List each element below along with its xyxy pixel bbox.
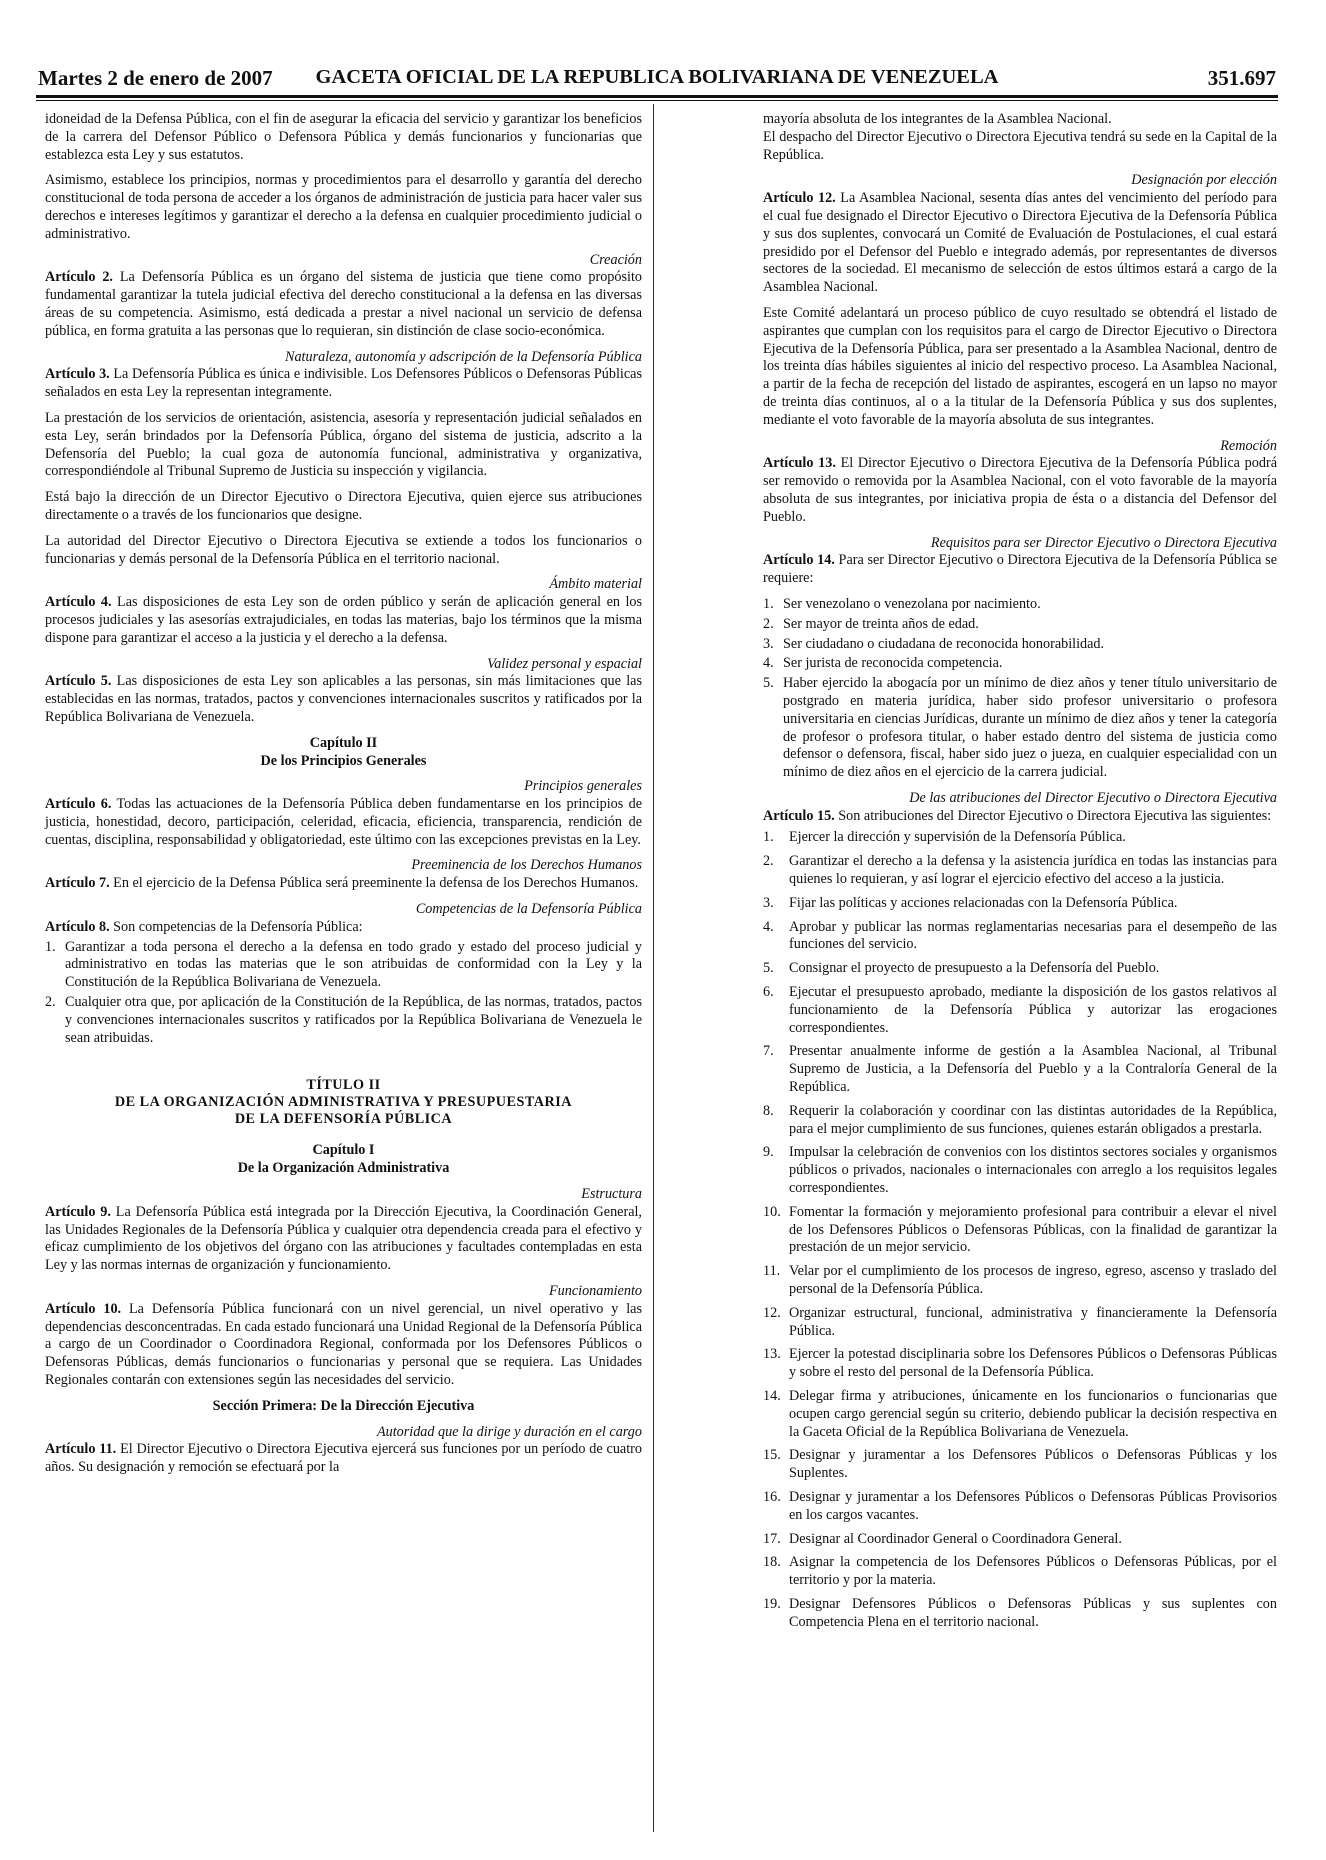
chapter-heading: Capítulo II De los Principios Generales bbox=[260, 734, 427, 769]
list-item: 13. Ejercer la potestad disciplinaria sobre los Defensores Públicos o Defensoras Públicas y sobre el resto del personal de la Defensoría Pública. bbox=[763, 1346, 1277, 1381]
section-heading: Requisitos para ser Director Ejecutivo o Directora Ejecutiva bbox=[930, 534, 1277, 551]
right-column bbox=[763, 111, 1277, 1640]
list-item: 12. Organizar estructural, funcional, administrativa y financieramente la Defensoría Pública. bbox=[763, 1304, 1277, 1339]
header-rule-thin bbox=[36, 100, 1278, 101]
list-item: 11. Velar por el cumplimiento de los procesos de ingreso, egreso, ascenso y traslado del personal de la Defensoría Pública. bbox=[763, 1263, 1277, 1298]
article-10: Artículo 10. La Defensoría Pública funcionará con un nivel gerencial, un nivel operativo y las dependencias desconcentradas. En cada estado funcionará una Unidad Regional de la Defensoría Pública a cargo de un Coordinador o Coordinadora Regional, conformada por los Defensores Públicos o Defensoras Públicas, demás funcionarios o funcionarias y personal que se requiera. Las Unidades Regionales contarán con extensiones según las necesidades del servicio. bbox=[45, 1300, 642, 1389]
article-5: Artículo 5. Las disposiciones de esta Ley son aplicables a las personas, sin más limitaciones que las establecidas en las normas, tratados, pactos y convenciones internacionales suscritos y ratificados por la República Bolivariana de Venezuela. bbox=[45, 673, 642, 725]
section-heading: Estructura bbox=[581, 1186, 642, 1203]
list-item: 6. Ejecutar el presupuesto aprobado, mediante la disposición de los gastos relativos al funcionamiento de la Defensoría Pública y autorizar las erogaciones correspondientes. bbox=[763, 984, 1277, 1036]
paragraph: Asimismo, establece los principios, normas y procedimientos para el desarrollo y garantía del derecho constitucional de toda persona de acceder a los órganos de administración de justicia para hacer valer sus derechos e intereses legítimos y garantizar el derecho a la defensa en cualquier procedimiento judicial o administrativo. bbox=[45, 172, 642, 242]
list-item: 2. Ser mayor de treinta años de edad. bbox=[763, 615, 979, 632]
article-3: Artículo 3. La Defensoría Pública es única e indivisible. Los Defensores Públicos o Defensoras Públicas señalados en esta Ley la representan integramente. bbox=[45, 366, 642, 401]
list-item: 14. Delegar firma y atribuciones, únicamente en los funcionarios o funcionarias que ocupen cargo gerencial según su criterio, debiendo publicar la decisión respectiva en la Gaceta Oficial de la República Bolivariana de Venezuela. bbox=[763, 1388, 1277, 1440]
paragraph: La autoridad del Director Ejecutivo o Directora Ejecutiva se extiende a todos los funcionarios o funcionarias y demás personal de la Defensoría Pública en el territorio nacional. bbox=[45, 532, 642, 567]
list-item: 10. Fomentar la formación y mejoramiento profesional para contribuir a elevar el nivel de los Defensores Públicos o Defensoras Públicas, con la finalidad de garantizar la prestación de un mejor servicio. bbox=[763, 1203, 1277, 1256]
section-heading: Validez personal y espacial bbox=[487, 655, 642, 672]
article-4: Artículo 4. Las disposiciones de esta Ley son de orden público y serán de aplicación general en los procesos judiciales y las asesorías extrajudiciales, en todas las materias, bajo los términos que la misma dispone para garantizar el acceso a la justicia y el derecho a la defensa. bbox=[45, 594, 642, 646]
title-heading: TÍTULO II DE LA ORGANIZACIÓN ADMINISTRATIVA Y PRESUPUESTARIA DE LA DEFENSORÍA PÚBLICA bbox=[114, 1077, 573, 1128]
article-2: Artículo 2. La Defensoría Pública es un órgano del sistema de justicia que tiene como propósito fundamental garantizar la tutela judicial efectiva del derecho constitucional a la defensa en las diversas áreas de su competencia. Asimismo, está dedicada a prestar a nivel nacional un servicio de defensa pública, en forma gratuita a las personas que lo requieran, sin distinción de clase socio-económica. bbox=[45, 269, 642, 339]
article-8: Artículo 8. Son competencias de la Defensoría Pública: bbox=[45, 918, 363, 935]
article-7: Artículo 7. En el ejercicio de la Defensa Pública será preeminente la defensa de los Derechos Humanos. bbox=[45, 875, 639, 892]
article-13: Artículo 13. El Director Ejecutivo o Directora Ejecutiva de la Defensoría Pública podrá ser removido o removida por la Asamblea Nacional, con el voto favorable de la mayoría absoluta de sus integrantes, por iniciativa propia de ésta o a distancia del Defensor del Pueblo. bbox=[763, 455, 1277, 525]
article-14-list bbox=[763, 596, 1277, 782]
list-item: 5. Consignar el proyecto de presupuesto a la Defensoría del Pueblo. bbox=[763, 960, 1160, 977]
section-heading: Competencias de la Defensoría Pública bbox=[415, 901, 642, 918]
list-item: 18. Asignar la competencia de los Defensores Públicos o Defensoras Públicas, por el territorio y por la materia. bbox=[763, 1554, 1277, 1589]
article-9: Artículo 9. La Defensoría Pública está integrada por la Dirección Ejecutiva, la Coordinación General, las Unidades Regionales de la Defensoría Pública y cualquier otra dependencia creada para el efectivo y eficaz cumplimiento de los objetivos del órgano con las atribuciones y facultades contempladas en esta Ley y las normas internas de organización y funcionamiento. bbox=[45, 1203, 642, 1274]
list-item: 1. Ejercer la dirección y supervisión de la Defensoría Pública. bbox=[763, 829, 1126, 846]
list-item: 7. Presentar anualmente informe de gestión a la Asamblea Nacional, al Tribunal Supremo de Justicia, a la Defensoría del Pueblo y a la Contraloría General de la República. bbox=[763, 1043, 1277, 1096]
article-11: Artículo 11. El Director Ejecutivo o Directora Ejecutiva ejercerá sus funciones por un período de cuatro años. Su designación y remoción se efectuará por la bbox=[45, 1441, 642, 1476]
paragraph: La prestación de los servicios de orientación, asistencia, asesoría y representación judicial señalados en esta Ley, serán brindados por la Defensoría Pública, órgano del sistema de justicia, adscrito a la Defensoría del Pueblo; la cual goza de autonomía funcional, administrativa y organizativa, correspondiéndole al Tribunal Supremo de Justicia su inspección y vigilancia. bbox=[45, 409, 642, 480]
left-column bbox=[45, 111, 642, 1485]
article-8-list bbox=[45, 939, 642, 1048]
paragraph: Este Comité adelantará un proceso público de cuyo resultado se obtendrá el listado de aspirantes que cumplan con los requisitos para el cargo de Director Ejecutivo o Directora Ejecutiva de la Defensoría Pública, para ser presentado a la Asamblea Nacional, dentro de los treinta días hábiles siguientes al inicio del respectivo proceso. La Asamblea Nacional, a partir de la fecha de recepción del listado de aspirantes, escogerá en un lapso no mayor de treinta días continuos, al o a la titular de la Defensoría Pública y sus dos suplentes, mediante el voto favorable de la mayoría absoluta de sus integrantes. bbox=[763, 304, 1277, 428]
paragraph: El despacho del Director Ejecutivo o Directora Ejecutiva tendrá su sede en la Capital de la República. bbox=[763, 128, 1277, 163]
section-heading: Preeminencia de los Derechos Humanos bbox=[411, 857, 642, 874]
header-date: Martes 2 de enero de 2007 bbox=[38, 66, 273, 90]
chapter-heading: Capítulo I De la Organización Administrativa bbox=[237, 1142, 450, 1177]
section-heading: Principios generales bbox=[524, 778, 642, 795]
paragraph: mayoría absoluta de los integrantes de la Asamblea Nacional. bbox=[763, 111, 1112, 127]
article-12: Artículo 12. La Asamblea Nacional, sesenta días antes del vencimiento del período para el cual fue designado el Director Ejecutivo o Directora Ejecutiva de la Defensoría Pública y sus dos suplentes, convocará un Comité de Evaluación de Postulaciones, el cual estará presidido por el Defensor del Pueblo e integrado además, por representantes de diversos sectores de la sociedad. El mecanismo de selección de estos últimos estará a cargo de la Asamblea Nacional. bbox=[763, 190, 1278, 296]
section-heading: Creación bbox=[589, 251, 642, 268]
list-item: 19. Designar Defensores Públicos o Defensoras Públicas y sus suplentes con Competencia Plena en el territorio nacional. bbox=[763, 1595, 1277, 1630]
list-item: 8. Requerir la colaboración y coordinar con las distintas autoridades de la República, para el mejor cumplimiento de sus funciones, quienes estarán obligados a prestarla. bbox=[763, 1102, 1277, 1137]
section-heading: Autoridad que la dirige y duración en el cargo bbox=[376, 1423, 642, 1440]
list-item: 4. Ser jurista de reconocida competencia. bbox=[763, 655, 1003, 672]
list-item: 3. Fijar las políticas y acciones relacionadas con la Defensoría Pública. bbox=[763, 894, 1178, 911]
section-heading: Remoción bbox=[1220, 437, 1277, 454]
list-item: 2. Garantizar el derecho a la defensa y la asistencia jurídica en todas las instancias para quienes lo requieran, y así lograr el ejercicio efectivo del acceso a la justicia. bbox=[763, 853, 1277, 888]
section-title: Sección Primera: De la Dirección Ejecutiva bbox=[212, 1397, 475, 1414]
article-15: Artículo 15. Son atribuciones del Director Ejecutivo o Directora Ejecutiva las siguientes: bbox=[763, 807, 1272, 824]
header-page-number: 351.697 bbox=[1207, 66, 1276, 90]
article-15-list bbox=[763, 829, 1277, 1631]
list-item: 16. Designar y juramentar a los Defensores Públicos o Defensoras Públicas Provisorios en los cargos vacantes. bbox=[763, 1488, 1277, 1523]
list-item: 15. Designar y juramentar a los Defensores Públicos o Defensoras Públicas y los Suplentes. bbox=[763, 1447, 1277, 1482]
header-title: GACETA OFICIAL DE LA REPUBLICA BOLIVARIANA DE VENEZUELA bbox=[315, 66, 999, 88]
list-item: 1. Garantizar a toda persona el derecho a la defensa en todo grado y estado del proceso judicial y administrativo en todas las materias que le son atribuidas de conformidad con la Ley y la Constitución de la República Bolivariana de Venezuela. bbox=[45, 938, 642, 991]
paragraph: idoneidad de la Defensa Pública, con el fin de asegurar la eficacia del servicio y garantizar los beneficios de la carrera del Defensor Público o Defensora Pública y demás funcionarios y funcionarias que establezca esta Ley y sus estatutos. bbox=[45, 111, 642, 163]
section-heading: Designación por elección bbox=[1131, 172, 1277, 189]
list-item: 9. Impulsar la celebración de convenios con los distintos sectores sociales y organismos públicos o privados, nacionales o internacionales con arreglo a los requisitos legales correspondientes. bbox=[763, 1144, 1277, 1197]
article-6: Artículo 6. Todas las actuaciones de la Defensoría Pública deben fundamentarse en los principios de justicia, honestidad, decoro, participación, celeridad, eficacia, eficiencia, transparencia, rendición de cuentas, disciplina, responsabilidad y obligatoriedad, este último con las excepciones previstas en la Ley. bbox=[45, 796, 643, 848]
section-heading: Funcionamiento bbox=[549, 1283, 642, 1300]
list-item: 2. Cualquier otra que, por aplicación de la Constitución de la República, de las normas, tratados, pactos y convenciones internacionales suscritos y ratificados por la República Bolivariana de Venezuela le sean atribuidas. bbox=[45, 994, 642, 1046]
list-item: 17. Designar al Coordinador General o Coordinadora General. bbox=[763, 1530, 1122, 1547]
list-item: 4. Aprobar y publicar las normas reglamentarias necesarias para el desempeño de las funciones del servicio. bbox=[763, 918, 1277, 953]
section-heading: Naturaleza, autonomía y adscripción de la Defensoría Pública bbox=[284, 348, 642, 365]
page-header bbox=[38, 66, 1276, 96]
article-14: Artículo 14. Para ser Director Ejecutivo o Directora Ejecutiva de la Defensoría Pública se requiere: bbox=[763, 552, 1277, 587]
list-item: 3. Ser ciudadano o ciudadana de reconocida honorabilidad. bbox=[763, 635, 1105, 652]
section-heading: Ámbito material bbox=[549, 576, 642, 593]
section-heading: De las atribuciones del Director Ejecutivo o Directora Ejecutiva bbox=[909, 789, 1277, 806]
header-rule-thick bbox=[36, 95, 1278, 98]
column-divider bbox=[653, 104, 654, 1832]
list-item: 1. Ser venezolano o venezolana por nacimiento. bbox=[763, 595, 1041, 612]
list-item: 5. Haber ejercido la abogacía por un mínimo de diez años y tener título universitario de postgrado en materia jurídica, haber sido profesor universitario o profesora universitaria en ciencias Jurídicas, durante un mínimo de diez años y tener la categoría de profesor o profesora titular, o haber estado dentro del sistema de justicia como defensor o defensora, fiscal, haber sido juez o jueza, en cualquier especialidad con un mínimo de diez años en el ejercicio de la carrera judicial. bbox=[763, 675, 1277, 781]
paragraph: Está bajo la dirección de un Director Ejecutivo o Directora Ejecutiva, quien ejerce sus atribuciones directamente o a través de los funcionarios que designe. bbox=[45, 489, 642, 523]
